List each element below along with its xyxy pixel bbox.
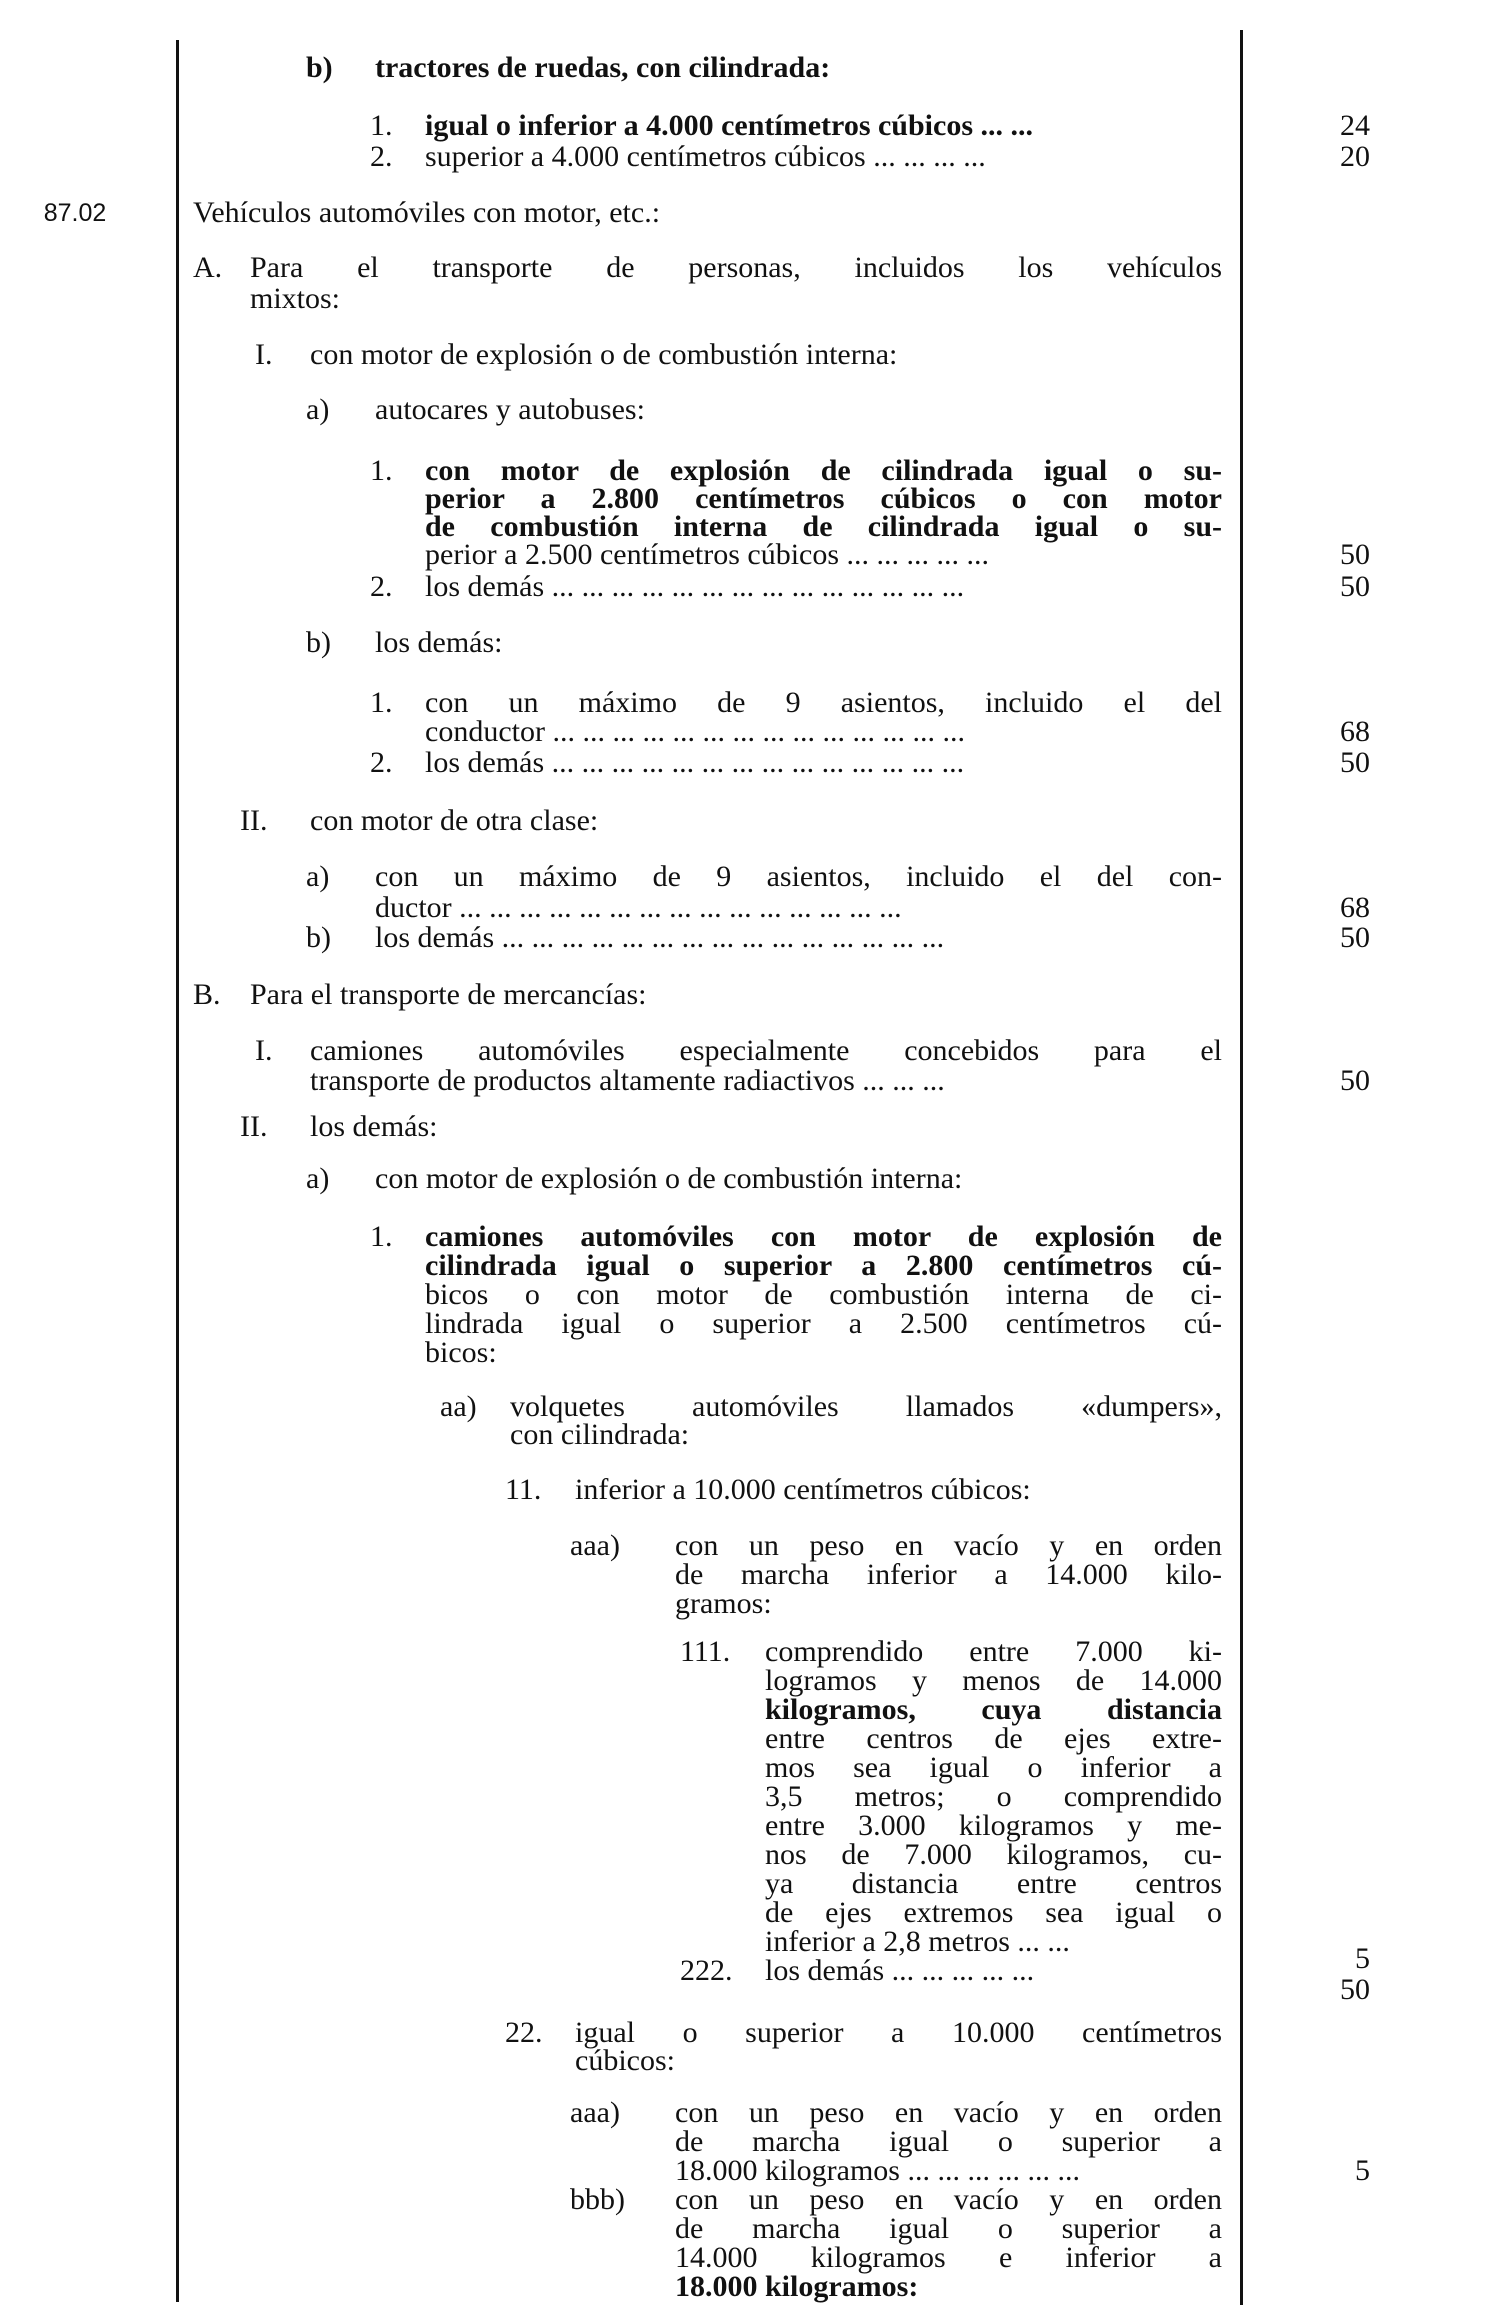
rate-111: 5 — [1355, 1942, 1370, 1975]
line-t1: igual o inferior a 4.000 centímetros cúbicos ... ... — [425, 109, 1033, 142]
rate-IIb: 50 — [1340, 921, 1370, 954]
label-111: 111. — [680, 1635, 731, 1668]
label-A: A. — [193, 251, 223, 284]
line-111-5: mos sea igual o inferior a — [765, 1751, 1222, 1784]
line-c1-1: camiones automóviles con motor de explosión de — [425, 1220, 1222, 1253]
label-222: 222. — [680, 1954, 733, 1987]
rate-aaa2: 5 — [1355, 2154, 1370, 2187]
line-bbb-3: 14.000 kilogramos e inferior a — [675, 2241, 1222, 2274]
label-1: 1. — [370, 1220, 393, 1253]
line-a1-2: perior a 2.800 centímetros cúbicos o con motor — [425, 482, 1222, 515]
line-t2: superior a 4.000 centímetros cúbicos ... ... ... ... — [425, 140, 986, 173]
line-aaa2-1: con un peso en vacío y en orden — [675, 2096, 1222, 2129]
line-Ab: los demás: — [375, 626, 503, 659]
label-1: 1. — [370, 454, 393, 487]
label-b: b) — [306, 51, 333, 84]
line-c1-4: lindrada igual o superior a 2.500 centímetros cú- — [425, 1307, 1222, 1340]
line-IIa-1: con un máximo de 9 asientos, incluido el del con- — [375, 860, 1222, 893]
line-IIb: los demás ... ... ... ... ... ... ... ... ... ... ... ... ... ... ... — [375, 921, 945, 954]
label-I: I. — [255, 1034, 273, 1067]
label-a: a) — [306, 393, 330, 426]
line-AII: con motor de otra clase: — [310, 804, 599, 837]
line-b1-1: con un máximo de 9 asientos, incluido el del — [425, 686, 1222, 719]
line-a2: los demás ... ... ... ... ... ... ... ... ... ... ... ... ... ... — [425, 570, 965, 603]
line-BII: los demás: — [310, 1110, 438, 1143]
line-B: Para el transporte de mercancías: — [250, 978, 647, 1011]
line-a1-1: con motor de explosión de cilindrada igual o su- — [425, 454, 1222, 487]
line-c1-2: cilindrada igual o superior a 2.800 centímetros cú- — [425, 1249, 1222, 1282]
label-2: 2. — [370, 140, 393, 173]
right-rule — [1240, 30, 1243, 2305]
rate-t2: 20 — [1340, 140, 1370, 173]
label-1: 1. — [370, 686, 393, 719]
line-22-1: igual o superior a 10.000 centímetros — [575, 2016, 1222, 2049]
line-a1-3: de combustión interna de cilindrada igual o su- — [425, 510, 1222, 543]
line-aa-2: con cilindrada: — [510, 1418, 690, 1451]
line-111-9: ya distancia entre centros — [765, 1867, 1222, 1900]
line-aaa-3: gramos: — [675, 1587, 772, 1620]
line-c1-5: bicos: — [425, 1336, 497, 1369]
label-aaa: aaa) — [570, 2096, 620, 2129]
line-aaa-2: de marcha inferior a 14.000 kilo- — [675, 1558, 1222, 1591]
line-IIa-2: ductor ... ... ... ... ... ... ... ... ... ... ... ... ... ... ... — [375, 891, 902, 924]
rate-t1: 24 — [1340, 109, 1370, 142]
line-22-2: cúbicos: — [575, 2044, 675, 2077]
line-BI-2: transporte de productos altamente radiactivos ... ... ... — [310, 1064, 945, 1097]
line-aaa2-3: 18.000 kilogramos ... ... ... ... ... ... — [675, 2154, 1080, 2187]
line-b1-2: conductor ... ... ... ... ... ... ... ... ... ... ... ... ... ... — [425, 715, 965, 748]
line-111-3: kilogramos, cuya distancia — [765, 1693, 1222, 1726]
line-a1-4: perior a 2.500 centímetros cúbicos ... ... ... ... ... — [425, 538, 990, 571]
heading-vehiculos: Vehículos automóviles con motor, etc.: — [193, 196, 661, 229]
line-aaa2-2: de marcha igual o superior a — [675, 2125, 1222, 2158]
line-bbb-4: 18.000 kilogramos: — [675, 2270, 919, 2303]
line-c1-3: bicos o con motor de combustión interna de ci- — [425, 1278, 1222, 1311]
line-aa-1: volquetes automóviles llamados «dumpers», — [510, 1390, 1222, 1423]
label-aa: aa) — [440, 1390, 477, 1423]
rate-a1: 50 — [1340, 538, 1370, 571]
line-111-11: inferior a 2,8 metros ... ... — [765, 1925, 1070, 1958]
line-111-4: entre centros de ejes extre- — [765, 1722, 1222, 1755]
rate-222: 50 — [1340, 1973, 1370, 2006]
line-BI-1: camiones automóviles especialmente concebidos para el — [310, 1034, 1222, 1067]
rate-IIa: 68 — [1340, 891, 1370, 924]
rate-BI: 50 — [1340, 1064, 1370, 1097]
line-111-1: comprendido entre 7.000 ki- — [765, 1635, 1222, 1668]
label-II: II. — [240, 804, 268, 837]
line-222: los demás ... ... ... ... ... — [765, 1954, 1035, 1987]
line-aaa-1: con un peso en vacío y en orden — [675, 1529, 1222, 1562]
label-a: a) — [306, 860, 330, 893]
label-a: a) — [306, 1162, 330, 1195]
label-II: II. — [240, 1110, 268, 1143]
label-11: 11. — [505, 1473, 542, 1506]
label-bbb: bbb) — [570, 2183, 625, 2216]
line-A2: mixtos: — [250, 282, 341, 315]
line-BIIa: con motor de explosión o de combustión interna: — [375, 1162, 963, 1195]
line-tractores: tractores de ruedas, con cilindrada: — [375, 51, 831, 84]
line-111-6: 3,5 metros; o comprendido — [765, 1780, 1222, 1813]
line-111-2: logramos y menos de 14.000 — [765, 1664, 1222, 1697]
line-AI: con motor de explosión o de combustión interna: — [310, 338, 898, 371]
line-111-10: de ejes extremos sea igual o — [765, 1896, 1222, 1929]
label-1: 1. — [370, 109, 393, 142]
label-22: 22. — [505, 2016, 543, 2049]
left-rule — [176, 40, 179, 2302]
line-111-8: nos de 7.000 kilogramos, cu- — [765, 1838, 1222, 1871]
label-2: 2. — [370, 570, 393, 603]
label-2: 2. — [370, 746, 393, 779]
label-b: b) — [306, 626, 331, 659]
rate-a2: 50 — [1340, 570, 1370, 603]
label-b: b) — [306, 921, 331, 954]
label-I: I. — [255, 338, 273, 371]
line-b2: los demás ... ... ... ... ... ... ... ... ... ... ... ... ... ... — [425, 746, 965, 779]
tariff-code: 87.02 — [43, 199, 107, 227]
line-111-7: entre 3.000 kilogramos y me- — [765, 1809, 1222, 1842]
rate-b2: 50 — [1340, 746, 1370, 779]
line-11: inferior a 10.000 centímetros cúbicos: — [575, 1473, 1031, 1506]
label-aaa: aaa) — [570, 1529, 620, 1562]
line-Aa: autocares y autobuses: — [375, 393, 645, 426]
line-A1: Para el transporte de personas, incluidos los vehículos — [250, 251, 1222, 284]
line-bbb-2: de marcha igual o superior a — [675, 2212, 1222, 2245]
label-B: B. — [193, 978, 221, 1011]
line-bbb-1: con un peso en vacío y en orden — [675, 2183, 1222, 2216]
rate-b1: 68 — [1340, 715, 1370, 748]
